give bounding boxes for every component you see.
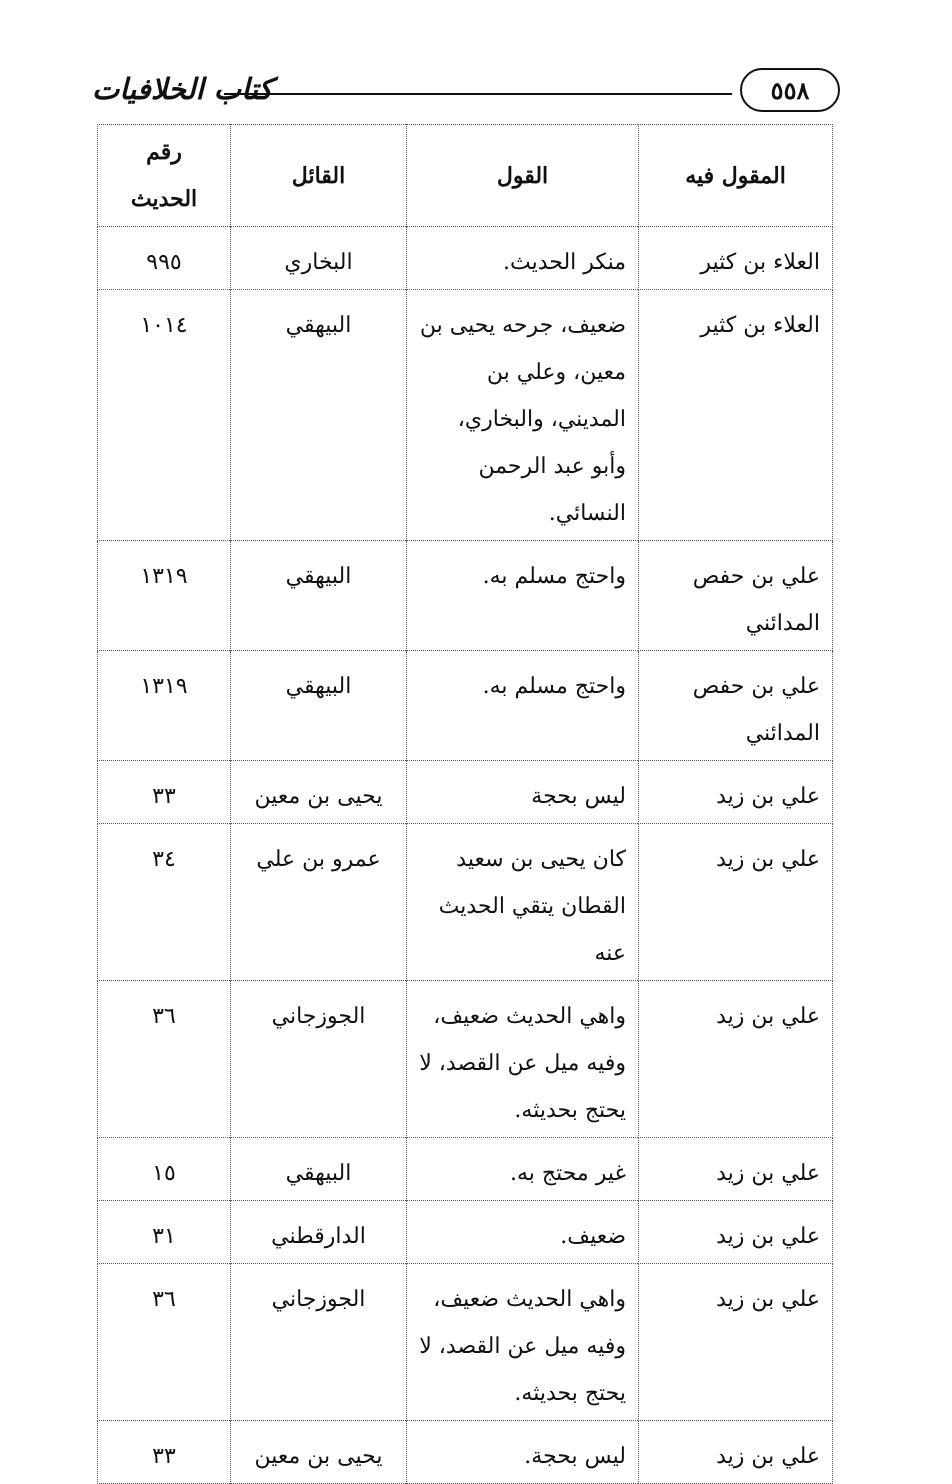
- cell-hadith-number: ٩٩٥: [98, 227, 231, 290]
- table-header-row: [98, 125, 833, 227]
- cell-subject: العلاء بن كثير: [639, 290, 833, 541]
- cell-sayer: عمرو بن علي: [231, 824, 407, 981]
- page-number-badge: [740, 68, 840, 112]
- cell-subject: علي بن زيد: [639, 981, 833, 1138]
- cell-hadith-number: ١٥: [98, 1138, 231, 1201]
- column-header-hadith-number: رقم الحديث: [98, 125, 231, 227]
- cell-subject: علي بن زيد: [639, 1138, 833, 1201]
- table-row: [98, 651, 833, 761]
- cell-hadith-number: ٣٦: [98, 1264, 231, 1421]
- cell-subject: علي بن زيد: [639, 1264, 833, 1421]
- cell-statement: واحتج مسلم به.: [407, 541, 639, 651]
- table-row: [98, 1138, 833, 1201]
- cell-statement: واهي الحديث ضعيف، وفيه ميل عن القصد، لا يحتج بحديثه.: [407, 981, 639, 1138]
- cell-statement: واهي الحديث ضعيف، وفيه ميل عن القصد، لا يحتج بحديثه.: [407, 1264, 639, 1421]
- cell-sayer: البخاري: [231, 227, 407, 290]
- table-row: [98, 761, 833, 824]
- table-row: [98, 541, 833, 651]
- cell-hadith-number: ٣١: [98, 1201, 231, 1264]
- cell-hadith-number: ٣٣: [98, 1421, 231, 1484]
- table-row: [98, 981, 833, 1138]
- cell-hadith-number: ١٠١٤: [98, 290, 231, 541]
- cell-statement: ليس بحجة.: [407, 1421, 639, 1484]
- book-title: كتاب الخلافيات: [92, 72, 273, 106]
- table-row: [98, 1264, 833, 1421]
- cell-sayer: البيهقي: [231, 1138, 407, 1201]
- table-row: [98, 227, 833, 290]
- cell-statement: منكر الحديث.: [407, 227, 639, 290]
- cell-hadith-number: ٣٤: [98, 824, 231, 981]
- cell-sayer: البيهقي: [231, 541, 407, 651]
- cell-subject: علي بن حفص المدائني: [639, 651, 833, 761]
- table-row: [98, 824, 833, 981]
- cell-hadith-number: ٣٣: [98, 761, 231, 824]
- cell-subject: علي بن زيد: [639, 761, 833, 824]
- cell-sayer: البيهقي: [231, 290, 407, 541]
- cell-subject: علي بن زيد: [639, 1421, 833, 1484]
- cell-sayer: الدارقطني: [231, 1201, 407, 1264]
- column-header-sayer: القائل: [231, 125, 407, 227]
- cell-statement: ضعيف، جرحه يحيى بن معين، وعلي بن المديني، والبخاري، وأبو عبد الرحمن النسائي.: [407, 290, 639, 541]
- cell-sayer: الجوزجاني: [231, 981, 407, 1138]
- cell-hadith-number: ١٣١٩: [98, 651, 231, 761]
- narrator-rulings-table: [97, 124, 833, 1484]
- cell-statement: كان يحيى بن سعيد القطان يتقي الحديث عنه: [407, 824, 639, 981]
- page-number: ٥٥٨: [770, 75, 810, 105]
- cell-statement: واحتج مسلم به.: [407, 651, 639, 761]
- column-header-statement: القول: [407, 125, 639, 227]
- cell-subject: علي بن زيد: [639, 824, 833, 981]
- cell-statement: غير محتج به.: [407, 1138, 639, 1201]
- cell-sayer: يحيى بن معين: [231, 761, 407, 824]
- cell-statement: ضعيف.: [407, 1201, 639, 1264]
- cell-hadith-number: ٣٦: [98, 981, 231, 1138]
- page-header: [92, 64, 844, 124]
- cell-sayer: الجوزجاني: [231, 1264, 407, 1421]
- cell-sayer: يحيى بن معين: [231, 1421, 407, 1484]
- cell-statement: ليس بحجة: [407, 761, 639, 824]
- cell-sayer: البيهقي: [231, 651, 407, 761]
- table-row: [98, 1421, 833, 1484]
- cell-subject: العلاء بن كثير: [639, 227, 833, 290]
- cell-subject: علي بن حفص المدائني: [639, 541, 833, 651]
- column-header-subject: المقول فيه: [639, 125, 833, 227]
- table-row: [98, 290, 833, 541]
- cell-subject: علي بن زيد: [639, 1201, 833, 1264]
- header-rule: [224, 93, 732, 95]
- cell-hadith-number: ١٣١٩: [98, 541, 231, 651]
- table-row: [98, 1201, 833, 1264]
